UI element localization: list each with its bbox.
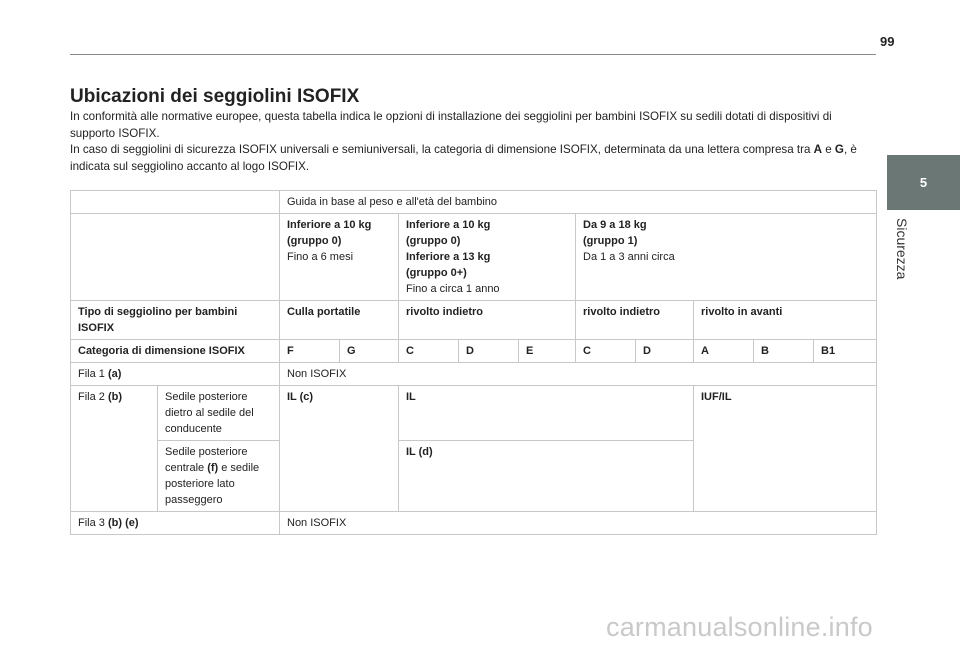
row-value: IL (d) — [399, 441, 694, 512]
intro-text-part: , è indicata sul seggiolino accanto al logo ISOFIX. — [70, 143, 857, 173]
table-row — [71, 301, 877, 340]
intro-text-part: In caso di seggiolini di sicurezza ISOFIX universali e semiuniversali, la categoria di dimensione ISOFIX, determinata da una lettera compresa tra — [70, 143, 814, 156]
chapter-number: 5 — [919, 175, 928, 190]
group-cell — [576, 214, 877, 301]
row-value: Non ISOFIX — [280, 363, 877, 386]
size-cell: G — [340, 340, 399, 363]
intro-paragraph-2 — [70, 142, 870, 175]
table-row — [71, 214, 877, 301]
page-title: Ubicazioni dei seggiolini ISOFIX — [70, 86, 360, 107]
seat-type-cell: Culla portatile — [280, 301, 399, 340]
group-cell — [280, 214, 399, 301]
seat-type-label: Tipo di seggiolino per bambini ISOFIX — [71, 301, 280, 340]
seat-position — [158, 441, 280, 512]
group-id: (gruppo 0+) — [406, 267, 467, 279]
seat-position: Sedile posteriore dietro al sedile del conducente — [158, 386, 280, 441]
table-row — [71, 191, 877, 214]
row-label — [71, 363, 280, 386]
group-id: (gruppo 0) — [287, 235, 342, 247]
intro-paragraph-1: In conformità alle normative europee, questa tabella indica le opzioni di installazione dei seggiolini per bambini ISOFIX su sedili dotati di dispositivi di supporto ISOFIX. — [70, 110, 832, 140]
seat-type-cell: rivolto in avanti — [694, 301, 877, 340]
size-cell: D — [459, 340, 519, 363]
row-label-text: Fila 1 — [78, 368, 108, 380]
row-value: IL (c) — [280, 386, 399, 512]
size-cell: A — [694, 340, 754, 363]
group-id: (gruppo 0) — [406, 235, 461, 247]
guide-header: Guida in base al peso e all'età del bambino — [280, 191, 877, 214]
row-label-text: Fila 3 — [78, 517, 108, 529]
empty-cell — [71, 214, 280, 301]
chapter-tab[interactable] — [887, 155, 960, 210]
intro-text — [70, 109, 870, 175]
size-category-label: Categoria di dimensione ISOFIX — [71, 340, 280, 363]
group-age: Da 1 a 3 anni circa — [583, 251, 675, 263]
seat-type-cell: rivolto indietro — [399, 301, 576, 340]
row-ref: (b) — [107, 391, 123, 403]
size-cell: C — [576, 340, 636, 363]
seat-type-cell: rivolto indietro — [576, 301, 694, 340]
size-cell: E — [519, 340, 576, 363]
group-age: Fino a circa 1 anno — [406, 283, 500, 295]
table-row — [71, 386, 877, 441]
table-row — [71, 340, 877, 363]
intro-text-part: e — [822, 143, 835, 156]
isofix-table — [70, 190, 877, 535]
row-ref: (a) — [107, 368, 122, 380]
header-rule — [70, 54, 876, 55]
size-cell: F — [280, 340, 340, 363]
group-weight: Inferiore a 13 kg — [406, 251, 491, 263]
seat-text: Sedile posteriore centrale — [165, 446, 248, 474]
size-cell: C — [399, 340, 459, 363]
watermark: carmanualsonline.info — [606, 612, 873, 642]
letter-g: G — [834, 143, 844, 156]
row-ref: (b) (e) — [107, 517, 139, 529]
row-label — [71, 512, 280, 535]
size-cell: D — [636, 340, 694, 363]
row-label — [71, 386, 158, 512]
group-id: (gruppo 1) — [583, 235, 638, 247]
group-age: Fino a 6 mesi — [287, 251, 354, 263]
chapter-name: Sicurezza — [894, 218, 910, 280]
size-cell: B1 — [814, 340, 877, 363]
table-row — [71, 512, 877, 535]
page-number: 99 — [880, 34, 895, 49]
group-weight: Inferiore a 10 kg — [406, 219, 491, 231]
row-value: Non ISOFIX — [280, 512, 877, 535]
group-cell — [399, 214, 576, 301]
group-weight: Da 9 a 18 kg — [583, 219, 647, 231]
group-weight: Inferiore a 10 kg — [287, 219, 372, 231]
empty-cell — [71, 191, 280, 214]
row-value: IUF/IL — [694, 386, 877, 512]
seat-text: e sedile posteriore lato passeggero — [165, 462, 260, 506]
table-row — [71, 363, 877, 386]
row-value: IL — [399, 386, 694, 441]
seat-ref: (f) — [207, 462, 219, 474]
letter-a: A — [813, 143, 823, 156]
row-label-text: Fila 2 — [78, 391, 108, 403]
size-cell: B — [754, 340, 814, 363]
